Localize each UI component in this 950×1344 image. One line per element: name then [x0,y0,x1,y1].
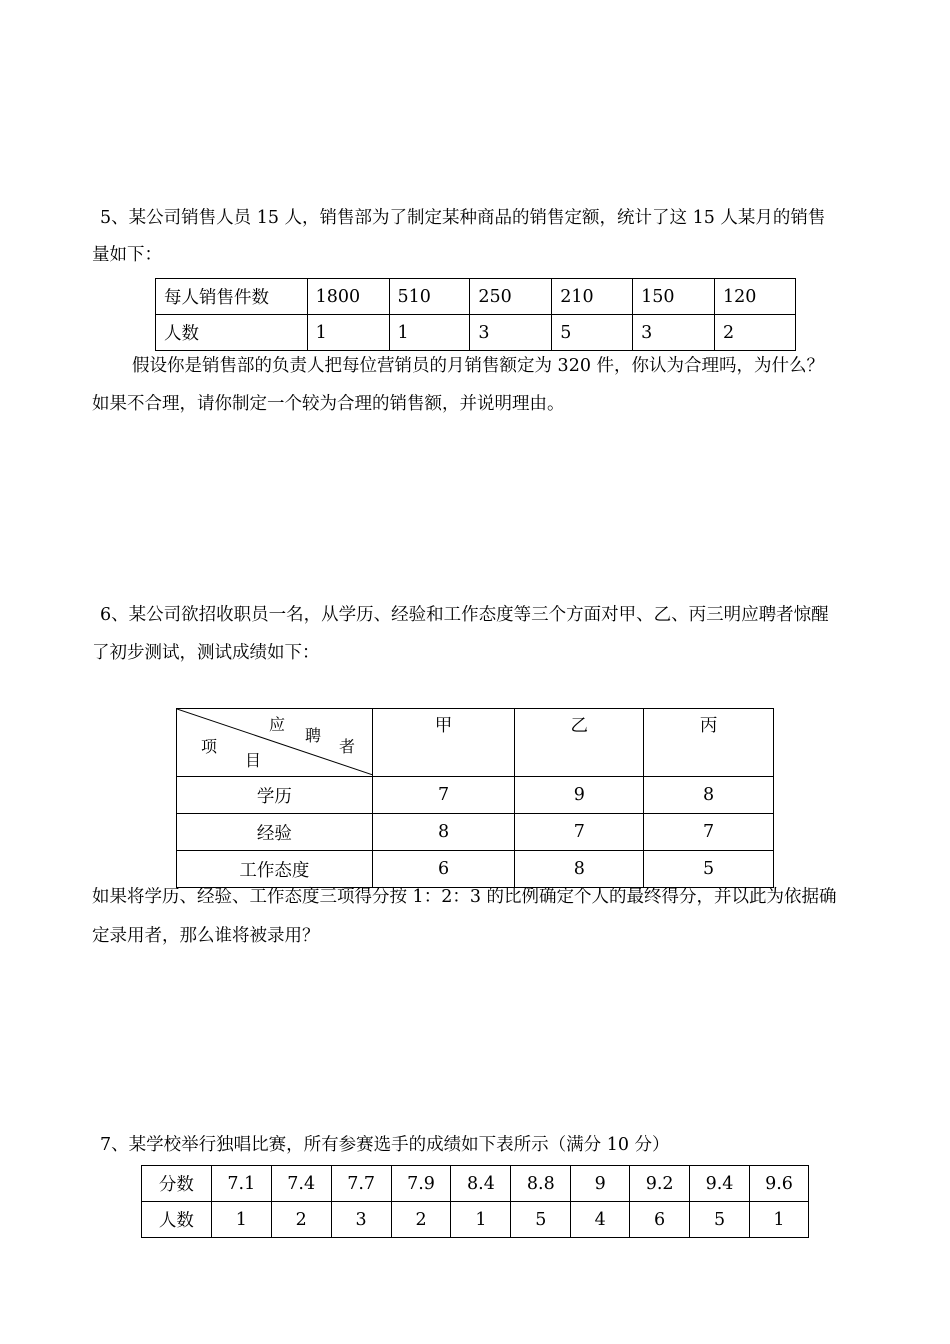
diag-label: 聘 [305,726,322,745]
table-cell: 8 [372,814,515,851]
q5-text-line1: 5、某公司销售人员 15 人，销售部为了制定某种商品的销售定额，统计了这 15 人某月的销售 [100,208,826,228]
table-cell: 1 [451,1202,511,1238]
column-header: 甲 [372,709,515,777]
table-cell: 150 [633,279,715,315]
table-cell: 3 [633,315,715,351]
q5-question-line1: 假设你是销售部的负责人把每位营销员的月销售额定为 320 件，你认为合理吗，为什么？ [132,356,825,376]
table-cell: 210 [552,279,633,315]
table-cell: 5 [552,315,633,351]
column-header: 丙 [644,709,774,777]
table-cell: 1 [307,315,389,351]
table-cell: 7 [372,777,515,814]
table-cell: 1 [389,315,470,351]
table-cell: 2 [715,315,796,351]
table-cell: 2 [391,1202,451,1238]
table-cell: 5 [690,1202,750,1238]
table-cell: 3 [470,315,552,351]
q6-score-table [176,708,774,888]
diag-label: 目 [245,751,262,770]
diagonal-header-cell [177,709,373,777]
table-cell: 1800 [307,279,389,315]
table-cell: 9.4 [690,1166,750,1202]
table-cell: 8 [644,777,774,814]
diag-label: 项 [201,737,218,756]
q5-text-line2: 量如下： [92,245,162,265]
table-cell: 250 [470,279,552,315]
q7-row-score [142,1166,809,1202]
table-cell: 120 [715,279,796,315]
table-cell: 7.4 [271,1166,331,1202]
row-label: 分数 [142,1166,212,1202]
table-cell: 6 [372,851,515,888]
table-cell: 510 [389,279,470,315]
diag-label: 者 [339,737,356,756]
table-cell: 5 [644,851,774,888]
table-cell: 4 [571,1202,630,1238]
q6-question-line1: 如果将学历、经验、工作态度三项得分按 1：2：3 的比例确定个人的最终得分，并以此为依据确 [92,887,837,907]
table-row [177,777,774,814]
row-label: 人数 [156,315,308,351]
table-cell: 9 [515,777,644,814]
table-cell: 2 [271,1202,331,1238]
q5-sales-table [155,278,796,351]
row-label: 学历 [177,777,373,814]
table-cell: 5 [511,1202,571,1238]
table-cell: 3 [331,1202,391,1238]
q7-score-table [141,1165,809,1238]
table-cell: 7.7 [331,1166,391,1202]
column-header: 乙 [515,709,644,777]
q6-text-line1: 6、某公司欲招收职员一名，从学历、经验和工作态度等三个方面对甲、乙、丙三明应聘者惊醒 [100,605,829,625]
q6-text-line2: 了初步测试，测试成绩如下： [92,643,320,663]
row-label: 经验 [177,814,373,851]
table-cell: 8.8 [511,1166,571,1202]
table-cell: 8.4 [451,1166,511,1202]
table-cell: 1 [749,1202,808,1238]
row-label: 人数 [142,1202,212,1238]
table-row [177,814,774,851]
q7-row-count [142,1202,809,1238]
q5-row-count [156,315,796,351]
table-cell: 9.6 [749,1166,808,1202]
q5-row-sales [156,279,796,315]
table-cell: 9.2 [630,1166,690,1202]
table-cell: 6 [630,1202,690,1238]
q5-question-line2: 如果不合理，请你制定一个较为合理的销售额，并说明理由。 [92,394,565,414]
diag-label: 应 [269,715,286,734]
table-cell: 7 [515,814,644,851]
table-cell: 1 [211,1202,271,1238]
row-label: 每人销售件数 [156,279,308,315]
q7-text-line1: 7、某学校举行独唱比赛，所有参赛选手的成绩如下表所示（满分 10 分） [100,1135,670,1155]
row-label: 工作态度 [177,851,373,888]
table-cell: 7.9 [391,1166,451,1202]
table-cell: 7 [644,814,774,851]
table-cell: 9 [571,1166,630,1202]
table-cell: 7.1 [211,1166,271,1202]
q6-question-line2: 定录用者，那么谁将被录用？ [92,926,320,946]
table-cell: 8 [515,851,644,888]
q6-header-row [177,709,774,777]
